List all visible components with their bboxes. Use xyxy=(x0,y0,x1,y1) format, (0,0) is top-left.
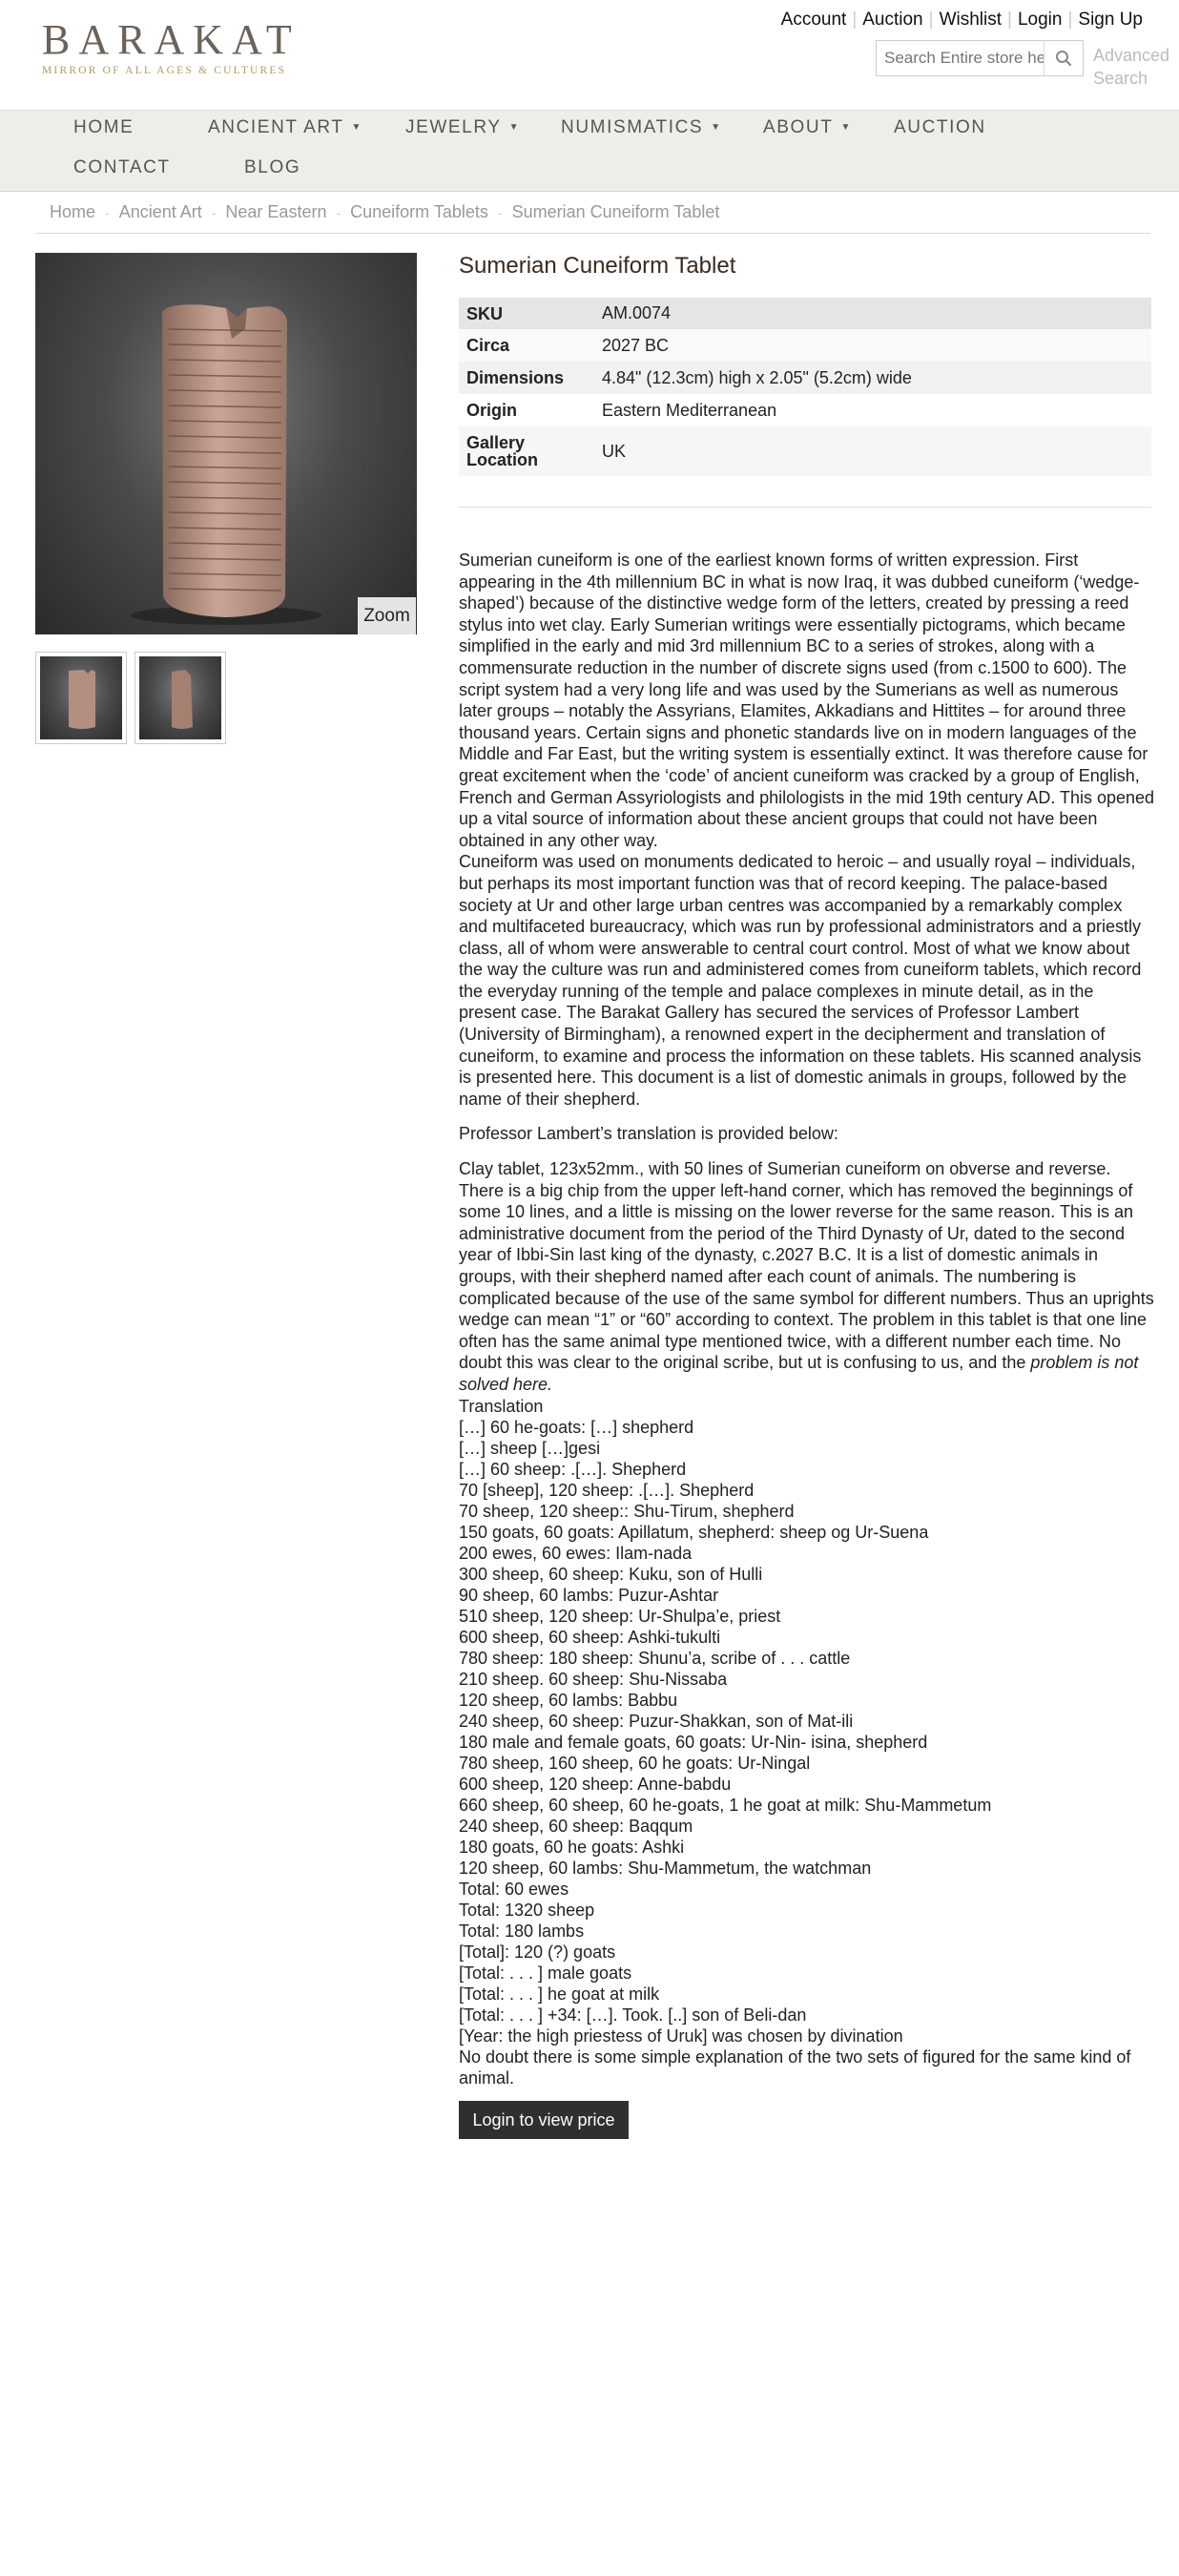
search-button[interactable] xyxy=(1044,40,1084,76)
login-link[interactable]: Login xyxy=(1017,10,1063,30)
translation-line: 120 sheep, 60 lambs: Babbu xyxy=(459,1690,678,1710)
translation-line: 660 sheep, 60 sheep, 60 he-goats, 1 he goat at milk: Shu-Mammetum xyxy=(459,1795,992,1815)
nav-contact[interactable] xyxy=(73,157,171,178)
translation-line: 70 [sheep], 120 sheep: .[…]. Shepherd xyxy=(459,1480,755,1500)
logo-tagline: MIRROR OF ALL AGES & CULTURES xyxy=(42,65,287,76)
translation-line: 240 sheep, 60 sheep: Puzur-Shakkan, son of Mat-ili xyxy=(459,1711,854,1731)
breadcrumb-separator: - xyxy=(336,205,341,220)
translation-line: No doubt there is some simple explanation of the two sets of figured for the same kind of animal. xyxy=(459,2046,1131,2088)
product-description xyxy=(459,550,1155,2139)
spec-value: Eastern Mediterranean xyxy=(602,400,777,420)
logo-wordmark: BARAKAT xyxy=(42,16,300,63)
nav-numismatics[interactable] xyxy=(561,117,722,138)
caret-down-icon: ▼ xyxy=(351,122,363,133)
tablet-notes-italic: problem is not solved here. xyxy=(459,1353,1139,1394)
translation-line: 90 sheep, 60 lambs: Puzur-Ashtar xyxy=(459,1585,719,1605)
specs-divider xyxy=(459,507,1151,508)
advanced-search-line1: Advanced xyxy=(1093,46,1170,65)
link-divider: | xyxy=(1067,10,1073,30)
advanced-search-link[interactable] xyxy=(1093,44,1179,90)
translation-line: Total: 180 lambs xyxy=(459,1921,585,1941)
link-divider: | xyxy=(1007,10,1012,30)
description-paragraph: Sumerian cuneiform is one of the earliest known forms of written expression. First appearing in the 4th millennium BC in what is now Iraq, it was dubbed cuneiform (‘wedge-shaped’) because of the distinctive wedge form of the letters, created by pressing a reed stylus into wet clay. Early Sumerian writings were essentially pictograms, which became simplified in the early and mid 3rd millennium BC to a series of strokes, along with a commensurate reduction in the number of discrete signs used (from c.1500 to 600). The script system had a very long life and was used by the Sumerians as well as numerous later groups – notably the Assyrians, Elamites, Akkadians and Hittites – for around three thousand years. Certain signs and phonetic standards live on in modern languages of the Middle and Far East, but the writing system is essentially extinct. It was therefore cause for great excitement when the ‘code’ of ancient cuneiform was cracked by a group of English, French and German Assyriologists and philologists in the mid 19th century AD. This opened up a vital source of information about these ancient groups that could not have been obtained in any other way. xyxy=(459,551,1155,850)
translation-line: [Year: the high priestess of Uruk] was chosen by divination xyxy=(459,2025,903,2046)
spec-value: UK xyxy=(602,441,627,461)
translation-line: 300 sheep, 60 sheep: Kuku, son of Hulli xyxy=(459,1564,763,1584)
breadcrumb-separator: - xyxy=(211,205,217,220)
nav-auction-label: AUCTION xyxy=(894,117,986,137)
spec-row xyxy=(459,362,1151,394)
translation-line: [Total: . . . ] he goat at milk xyxy=(459,1984,660,2004)
nav-auction[interactable] xyxy=(894,117,986,138)
spec-row xyxy=(459,426,1151,476)
nav-jewelry-label: JEWELRY xyxy=(405,117,502,137)
thumbnail-image xyxy=(40,656,122,739)
account-links xyxy=(776,10,1148,31)
translation-line: [Total: . . . ] +34: […]. Took. [..] son of Beli-dan xyxy=(459,2005,807,2025)
spec-key: Origin xyxy=(466,401,517,420)
wishlist-link[interactable]: Wishlist xyxy=(939,10,1003,30)
description-paragraph: Cuneiform was used on monuments dedicated to heroic – and usually royal – individuals, but perhaps its most important function was that of record keeping. The palace-based society at Ur and other large urban centres was accompanied by a remarkably complex and multifaceted bureaucracy, which was run by professional administrators and a priestly class, all of whom were answerable to central court control. Most of what we know about the way the culture was run and administered comes from cuneiform tablets, which record the everyday running of the temple and palace complexes in minute detail, as in the present case. The Barakat Gallery has secured the services of Professor Lambert (University of Birmingham), a renowned expert in the decipherment and translation of cuneiform, to examine and process the information on these tablets. His scanned analysis is presented here. This document is a list of domestic animals in groups, followed by the name of their shepherd. xyxy=(459,852,1142,1109)
cuneiform-tablet-photo xyxy=(35,253,417,634)
spec-row xyxy=(459,329,1151,362)
tablet-thumbnail-photo xyxy=(40,656,122,739)
translation-line: […] sheep […]gesi xyxy=(459,1438,601,1458)
translation-line: […] 60 sheep: .[…]. Shepherd xyxy=(459,1459,687,1479)
translation-line: 600 sheep, 120 sheep: Anne-babdu xyxy=(459,1774,732,1794)
caret-down-icon: ▼ xyxy=(840,122,852,133)
spec-value: 2027 BC xyxy=(602,335,670,355)
site-header xyxy=(0,0,1179,110)
translation-line: 210 sheep. 60 sheep: Shu-Nissaba xyxy=(459,1669,728,1689)
nav-about[interactable] xyxy=(763,117,852,138)
breadcrumb-cuneiform-tablets[interactable]: Cuneiform Tablets xyxy=(350,202,488,221)
translation-line: 150 goats, 60 goats: Apillatum, shepherd: sheep og Ur-Suena xyxy=(459,1522,929,1542)
zoom-button[interactable] xyxy=(358,597,416,634)
thumbnail-image xyxy=(139,656,221,739)
product-main-image[interactable] xyxy=(35,253,417,634)
breadcrumb-current: Sumerian Cuneiform Tablet xyxy=(511,202,720,221)
translation-line: 510 sheep, 120 sheep: Ur-Shulpa’e, priest xyxy=(459,1606,781,1626)
breadcrumb-home[interactable]: Home xyxy=(50,202,96,221)
caret-down-icon: ▼ xyxy=(508,122,521,133)
nav-blog-label: BLOG xyxy=(244,157,301,177)
advanced-search-line2: Search xyxy=(1093,69,1148,88)
product-thumbnail[interactable] xyxy=(35,652,127,744)
signup-link[interactable]: Sign Up xyxy=(1078,10,1143,30)
product-specs-table xyxy=(459,298,1151,476)
spec-key: Dimensions xyxy=(466,368,565,387)
translation-line: […] 60 he-goats: […] shepherd xyxy=(459,1417,694,1437)
spec-row xyxy=(459,298,1151,329)
translation-heading: Translation xyxy=(459,1396,544,1416)
translation-list xyxy=(459,1417,1155,2088)
product-thumbnail[interactable] xyxy=(134,652,226,744)
breadcrumb-near-eastern[interactable]: Near Eastern xyxy=(225,202,327,221)
nav-home[interactable] xyxy=(73,117,134,138)
zoom-label: Zoom xyxy=(363,605,410,626)
main-nav xyxy=(0,110,1179,192)
translation-line: 780 sheep, 160 sheep, 60 he goats: Ur-Ningal xyxy=(459,1753,811,1773)
translation-line: Total: 1320 sheep xyxy=(459,1900,595,1920)
nav-about-label: ABOUT xyxy=(763,117,834,137)
spec-key: Gallery Location xyxy=(466,433,538,469)
translation-line: [Total: . . . ] male goats xyxy=(459,1963,632,1983)
nav-numismatics-label: NUMISMATICS xyxy=(561,117,704,137)
spec-row xyxy=(459,394,1151,426)
translation-line: 200 ewes, 60 ewes: Ilam-nada xyxy=(459,1543,693,1563)
nav-home-label: HOME xyxy=(73,117,134,137)
tablet-thumbnail-photo xyxy=(139,656,221,739)
translation-line: [Total]: 120 (?) goats xyxy=(459,1942,616,1962)
product-title: Sumerian Cuneiform Tablet xyxy=(459,253,736,279)
translation-line: 240 sheep, 60 sheep: Baqqum xyxy=(459,1816,693,1836)
site-logo[interactable] xyxy=(42,16,300,76)
link-divider: | xyxy=(852,10,858,30)
nav-ancient-art[interactable] xyxy=(208,117,362,138)
translation-line: 600 sheep, 60 sheep: Ashki-tukulti xyxy=(459,1627,721,1647)
translation-line: 120 sheep, 60 lambs: Shu-Mammetum, the watchman xyxy=(459,1858,872,1878)
auction-link[interactable]: Auction xyxy=(862,10,923,30)
login-to-view-price-button[interactable]: Login to view price xyxy=(459,2101,629,2139)
search-box xyxy=(876,40,1084,76)
breadcrumb xyxy=(50,202,719,222)
spec-value: 4.84" (12.3cm) high x 2.05" (5.2cm) wide xyxy=(602,367,912,387)
spec-key: Circa xyxy=(466,336,510,355)
spec-value: AM.0074 xyxy=(602,303,672,322)
breadcrumb-divider xyxy=(36,233,1150,234)
translation-line: 180 male and female goats, 60 goats: Ur-Nin- isina, shepherd xyxy=(459,1732,928,1752)
account-link[interactable]: Account xyxy=(780,10,847,30)
nav-jewelry[interactable] xyxy=(405,117,520,138)
nav-blog[interactable] xyxy=(244,157,300,178)
link-divider: | xyxy=(928,10,934,30)
nav-ancient-art-label: ANCIENT ART xyxy=(208,117,344,137)
nav-contact-label: CONTACT xyxy=(73,157,171,177)
translation-line: 180 goats, 60 he goats: Ashki xyxy=(459,1837,685,1857)
breadcrumb-ancient-art[interactable]: Ancient Art xyxy=(118,202,202,221)
tablet-notes: Clay tablet, 123x52mm., with 50 lines of Sumerian cuneiform on obverse and reverse. There is a big chip from the upper left-hand corner, which has removed the beginnings of some 10 lines, and a little is missing on the lower reverse for the same reason. This is an administrative document from the period of the Third Dynasty of Ur, dated to the second year of Ibbi-Sin last king of the dynasty, c.2027 B.C. It is a list of domestic animals in groups, with their shepherd named after each count of animals. The numbering is complicated because of the use of the same symbol for different numbers. Thus an uprights wedge can mean “1” or “60” according to context. The problem in this tablet is that one line often has the same animal type mentioned twice, with a different number each time. No doubt this was clear to the original scribe, but ut is confusing to us, and the xyxy=(459,1159,1154,1373)
breadcrumb-separator: - xyxy=(497,205,503,220)
translation-line: Total: 60 ewes xyxy=(459,1879,569,1899)
translation-line: 70 sheep, 120 sheep:: Shu-Tirum, shepherd xyxy=(459,1501,795,1521)
search-icon xyxy=(1055,50,1072,67)
breadcrumb-separator: - xyxy=(105,205,110,220)
translation-line: 780 sheep: 180 sheep: Shunu’a, scribe of . . . cattle xyxy=(459,1648,851,1668)
spec-key: SKU xyxy=(466,303,504,323)
caret-down-icon: ▼ xyxy=(711,122,722,133)
description-paragraph: Professor Lambert’s translation is provided below: xyxy=(459,1124,838,1144)
description-paragraph xyxy=(459,1158,1155,1396)
